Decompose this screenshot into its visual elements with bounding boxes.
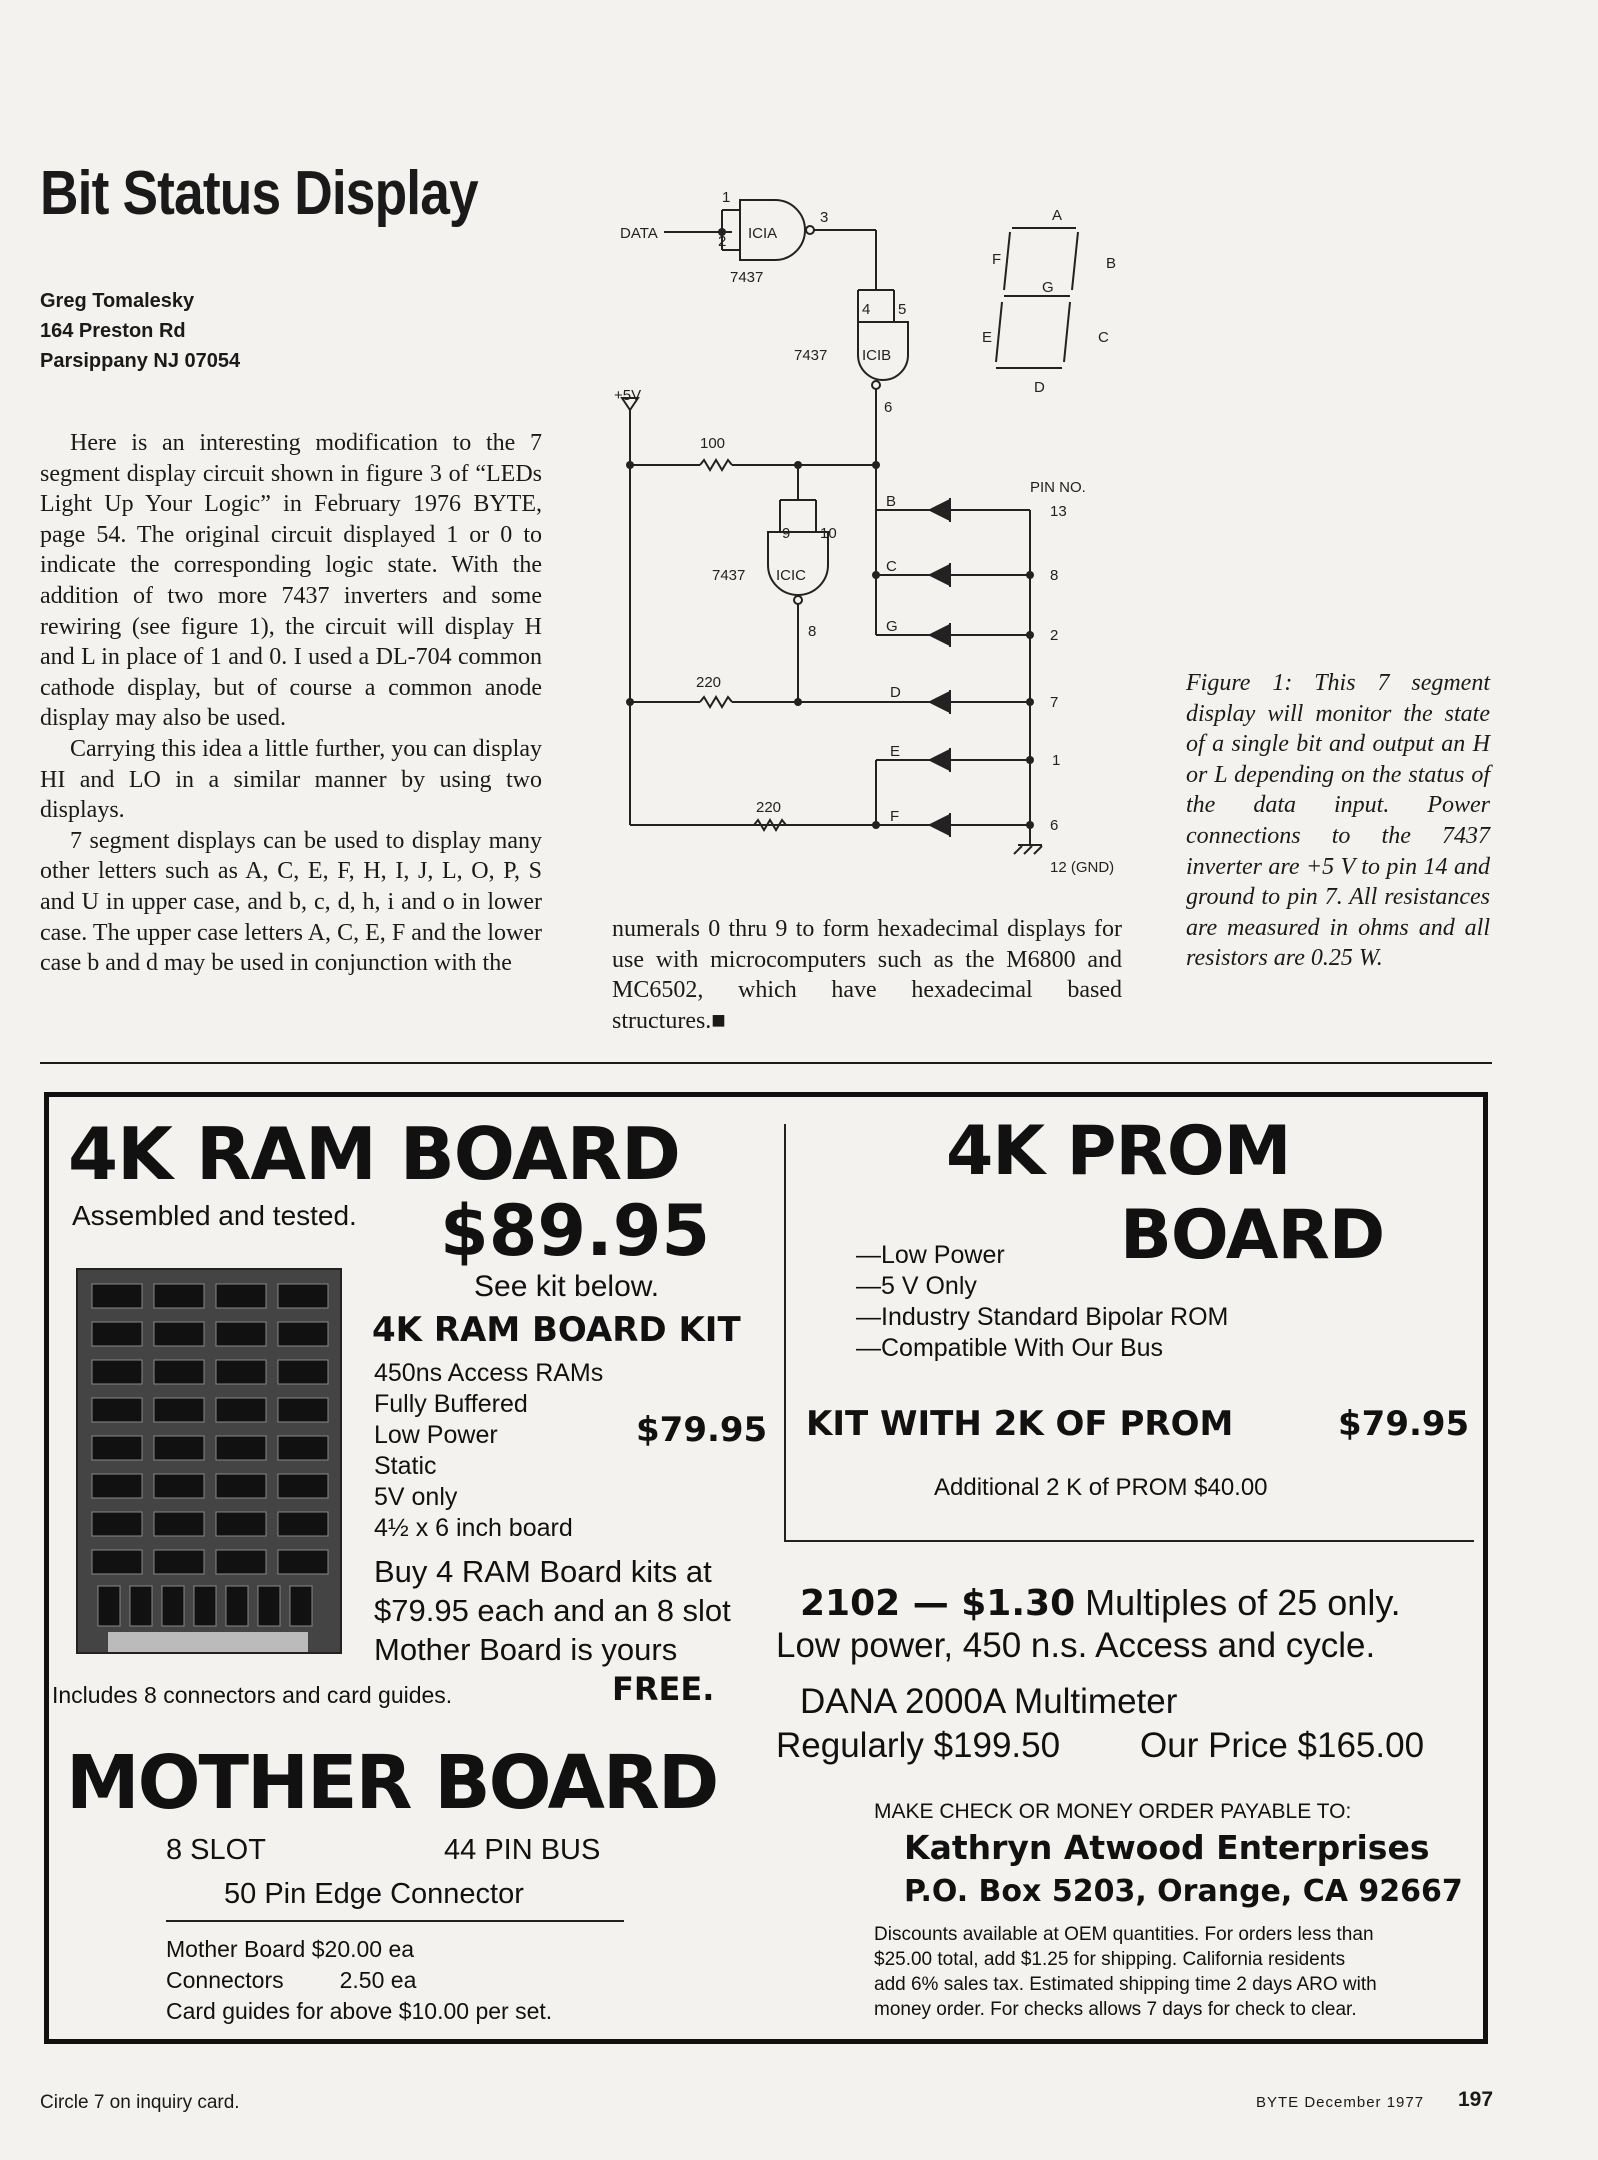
inquiry-note: Circle 7 on inquiry card. bbox=[40, 2092, 240, 2113]
pin-number: 1 bbox=[1052, 752, 1061, 769]
segment-node-label: F bbox=[890, 808, 900, 825]
kit-feature: 450ns Access RAMs bbox=[374, 1359, 604, 1387]
assembled-text: Assembled and tested. bbox=[72, 1200, 357, 1231]
terms-text bbox=[874, 1922, 1377, 2022]
author-city: Parsippany NJ 07054 bbox=[40, 350, 241, 372]
kit-feature: Fully Buffered bbox=[374, 1390, 528, 1418]
segment-label: C bbox=[1098, 329, 1109, 346]
circuit-schematic bbox=[600, 180, 1180, 890]
article-body-left bbox=[40, 428, 542, 979]
segment-label: E bbox=[982, 329, 993, 346]
segment-label: G bbox=[1042, 279, 1054, 296]
prom-feature: —Low Power bbox=[856, 1241, 1005, 1269]
prom-kit-label: KIT WITH 2K OF PROM bbox=[806, 1404, 1234, 1444]
data-label: DATA bbox=[620, 225, 658, 242]
chip-label: 7437 bbox=[794, 347, 828, 364]
slot-count: 8 SLOT bbox=[166, 1834, 266, 1866]
pin-label: 2 bbox=[718, 233, 727, 250]
pin-number: 8 bbox=[1050, 567, 1059, 584]
segment-label: F bbox=[992, 251, 1002, 268]
price-item: Connectors bbox=[166, 1967, 284, 1993]
company-name: Kathryn Atwood Enterprises bbox=[904, 1828, 1430, 1867]
segment-label: B bbox=[1106, 255, 1117, 272]
paragraph: Here is an interesting modification to the 7 segment display circuit shown in figure 3 of “LEDs Light Up Your Logic” in February 1976 BYTE, page 54. The original circuit displayed 1 or 0 to indicate the corresponding logic state. With the addition of two more 7437 inverters and some rewiring (see figure 1), the circuit will display H and L in place of 1 and 0. I used a DL-704 common cathode display, but of course a common anode display may also be used. bbox=[40, 430, 542, 732]
resistor-label: 100 bbox=[700, 435, 726, 452]
prom-title-line2: BOARD bbox=[1120, 1196, 1385, 1275]
pin-number: 13 bbox=[1050, 503, 1067, 520]
low-power-text: Low power, 450 n.s. Access and cycle. bbox=[776, 1626, 1376, 1665]
ram-board-title: 4K RAM BOARD bbox=[68, 1112, 680, 1196]
kit-feature: 5V only bbox=[374, 1483, 458, 1511]
ram-board-photo bbox=[76, 1268, 342, 1654]
regular-price: Regularly $199.50 bbox=[776, 1726, 1061, 1765]
pin-label: 1 bbox=[722, 189, 731, 206]
pin-no-label: PIN NO. bbox=[1030, 479, 1086, 496]
pin-label: 8 bbox=[808, 623, 817, 640]
paragraph: 7 segment displays can be used to display many other letters such as A, C, E, F, H, I, J, L, O, P, S and U in upper case, and b, c, d, h, i and o in lower case. The upper case letters A, C, E, F and the lower case b and d may be used in conjunction with the bbox=[40, 827, 542, 977]
prom-feature: —Compatible With Our Bus bbox=[856, 1334, 1164, 1362]
segment-node-label: C bbox=[886, 558, 897, 575]
price-list bbox=[166, 1934, 552, 2027]
price-item: Mother Board bbox=[166, 1936, 306, 1962]
our-price: Our Price $165.00 bbox=[1140, 1726, 1425, 1765]
prom-kit-price: $79.95 bbox=[1338, 1404, 1470, 1444]
company-address: P.O. Box 5203, Orange, CA 92667 bbox=[904, 1874, 1463, 1909]
pin-label: 3 bbox=[820, 209, 829, 226]
ad-divider-vertical bbox=[784, 1124, 786, 1540]
figure-caption: Figure 1: This 7 segment display will monitor the state of a single bit and output an H or L depending on the status of the data input. Power connections to the 7437 inverter are +5 V to pin 14 and ground to pin 7. All resistances are measured in ohms and all resistors are 0.25 W. bbox=[1186, 670, 1490, 972]
payable-text: MAKE CHECK OR MONEY ORDER PAYABLE TO: bbox=[874, 1800, 1352, 1823]
prom-feature: —5 V Only bbox=[856, 1272, 977, 1300]
additional-prom: Additional 2 K of PROM $40.00 bbox=[934, 1474, 1268, 1501]
segment-node-label: E bbox=[890, 743, 901, 760]
edge-connector: 50 Pin Edge Connector bbox=[224, 1878, 524, 1910]
offer-line: $79.95 each and an 8 slot bbox=[374, 1593, 731, 1628]
ad-divider-horizontal bbox=[784, 1540, 1474, 1542]
offer-line: Buy 4 RAM Board kits at bbox=[374, 1554, 712, 1589]
price-list-rule bbox=[166, 1920, 624, 1922]
pin-number: 2 bbox=[1050, 627, 1059, 644]
chip-label: 7437 bbox=[730, 269, 764, 286]
prom-feature: —Industry Standard Bipolar ROM bbox=[856, 1303, 1229, 1331]
prom-features bbox=[856, 1240, 1228, 1364]
pin-label: 9 bbox=[782, 525, 791, 542]
paragraph: numerals 0 thru 9 to form hexadecimal displays for use with microcomputers such as the M6800 and MC6502, which have hexadecimal based structures.■ bbox=[612, 916, 1122, 1034]
segment-label: D bbox=[1034, 379, 1045, 396]
resistor-label: 220 bbox=[756, 799, 782, 816]
price-value: 2.50 ea bbox=[339, 1967, 417, 1993]
article-title: Bit Status Display bbox=[40, 159, 478, 228]
see-kit-text: See kit below. bbox=[474, 1270, 660, 1303]
ram-board-price: $89.95 bbox=[440, 1190, 711, 1272]
gate-label: ICIC bbox=[776, 567, 806, 584]
paragraph: Carrying this idea a little further, you can display HI and LO in a similar manner by using two displays. bbox=[40, 735, 542, 824]
pin-label: 6 bbox=[884, 399, 893, 416]
gnd-label: 12 (GND) bbox=[1050, 859, 1115, 876]
segment-label: A bbox=[1052, 207, 1063, 224]
pin-label: 5 bbox=[898, 301, 907, 318]
kit-feature: 4½ x 6 inch board bbox=[374, 1514, 573, 1542]
price-row bbox=[166, 1996, 552, 2027]
segment-node-label: B bbox=[886, 493, 897, 510]
kit-feature: Static bbox=[374, 1452, 437, 1480]
price-item: Card guides for above bbox=[166, 1998, 393, 2024]
offer-text bbox=[374, 1552, 731, 1669]
gate-label: ICIB bbox=[862, 347, 892, 364]
multimeter-text: DANA 2000A Multimeter bbox=[800, 1682, 1178, 1721]
price-value: $10.00 per set. bbox=[398, 1998, 553, 2024]
page-number: 197 bbox=[1458, 2088, 1494, 2111]
pin-bus: 44 PIN BUS bbox=[444, 1834, 601, 1866]
free-text: FREE. bbox=[612, 1670, 715, 1708]
article-body-right bbox=[612, 914, 1122, 1036]
ram-kit-title: 4K RAM BOARD KIT bbox=[372, 1310, 741, 1350]
ram-chip-price: 2102 — $1.30 bbox=[800, 1583, 1076, 1624]
author-name: Greg Tomalesky bbox=[40, 290, 195, 312]
resistor-label: 220 bbox=[696, 674, 722, 691]
includes-text: Includes 8 connectors and card guides. bbox=[52, 1682, 453, 1708]
terms-line: Discounts available at OEM quantities. For orders less than bbox=[874, 1924, 1374, 1945]
prom-title-line1: 4K PROM bbox=[946, 1112, 1291, 1191]
gate-label: ICIA bbox=[748, 225, 778, 242]
terms-line: money order. For checks allows 7 days for check to clear. bbox=[874, 1999, 1357, 2020]
kit-features bbox=[374, 1358, 603, 1544]
terms-line: add 6% sales tax. Estimated shipping time 2 days ARO with bbox=[874, 1974, 1377, 1995]
price-row bbox=[166, 1934, 552, 1965]
author-block bbox=[40, 286, 240, 376]
segment-node-label: G bbox=[886, 618, 898, 635]
pin-number: 6 bbox=[1050, 817, 1059, 834]
segment-node-label: D bbox=[890, 684, 901, 701]
pin-number: 7 bbox=[1050, 694, 1059, 711]
mother-board-title: MOTHER BOARD bbox=[66, 1740, 718, 1826]
magazine-issue: BYTE December 1977 bbox=[1256, 2094, 1425, 2111]
ram-chip-offer bbox=[800, 1582, 1401, 1624]
ram-kit-price: $79.95 bbox=[636, 1410, 768, 1450]
section-divider bbox=[40, 1062, 1492, 1064]
vcc-label: +5V bbox=[614, 387, 642, 404]
ram-chip-terms: Multiples of 25 only. bbox=[1085, 1582, 1401, 1623]
price-value: $20.00 ea bbox=[311, 1936, 415, 1962]
author-street: 164 Preston Rd bbox=[40, 320, 186, 342]
price-row bbox=[166, 1965, 552, 1996]
pin-label: 10 bbox=[820, 525, 837, 542]
pin-label: 4 bbox=[862, 301, 871, 318]
offer-line: Mother Board is yours bbox=[374, 1632, 678, 1667]
terms-line: $25.00 total, add $1.25 for shipping. California residents bbox=[874, 1949, 1346, 1970]
chip-label: 7437 bbox=[712, 567, 746, 584]
kit-feature: Low Power bbox=[374, 1421, 498, 1449]
